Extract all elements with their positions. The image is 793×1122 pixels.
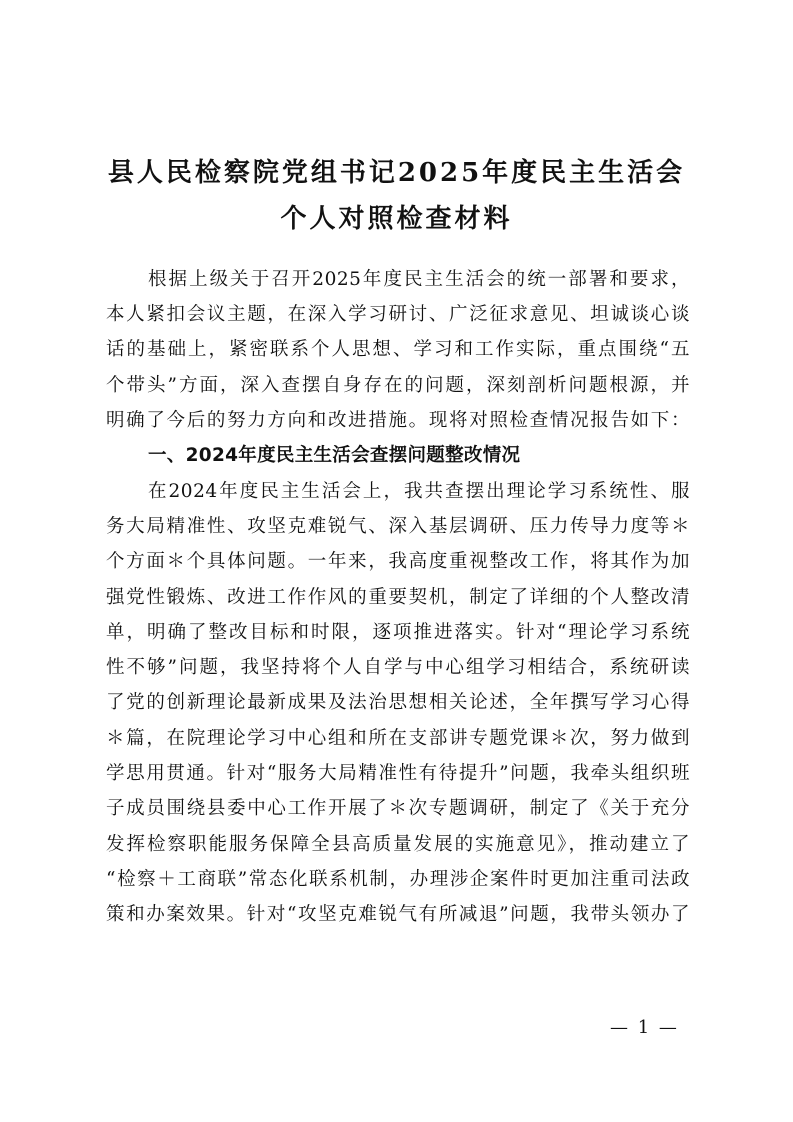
paragraph-line: 根据上级关于召开2025年度民主生活会的统一部署和要求， [148, 269, 690, 290]
paragraph-line: ＊篇，在院理论学习中心组和所在支部讲专题党课＊次，努力做到 [106, 728, 690, 749]
paragraph-line: 个带头”方面，深入查摆自身存在的问题，深刻剖析问题根源，并 [106, 375, 690, 396]
paragraph-line: 发挥检察职能服务保障全县高质量发展的实施意见》，推动建立了 [106, 834, 690, 855]
section-heading: 一、2024年度民主生活会查摆问题整改情况 [148, 445, 521, 466]
paragraph-line: 学思用贯通。针对“服务大局精准性有待提升”问题，我牵头组织班 [106, 763, 690, 784]
paragraph-line: 在2024年度民主生活会上，我共查摆出理论学习系统性、服 [148, 481, 690, 502]
paragraph-line: “检察＋工商联”常态化联系机制，办理涉企案件时更加注重司法政 [106, 869, 690, 890]
page-number: — 1 — [610, 1017, 679, 1038]
paragraph-line: 话的基础上，紧密联系个人思想、学习和工作实际，重点围绕“五 [106, 339, 690, 360]
paragraph-line: 单，明确了整改目标和时限，逐项推进落实。针对“理论学习系统 [106, 622, 690, 643]
paragraph-line: 明确了今后的努力方向和改进措施。现将对照检查情况报告如下： [106, 410, 690, 431]
paragraph-line: 务大局精准性、攻坚克难锐气、深入基层调研、压力传导力度等＊ [106, 516, 690, 537]
paragraph-line: 策和办案效果。针对“攻坚克难锐气有所减退”问题，我带头领办了 [106, 904, 690, 925]
document-title-line-1: 县人民检察院党组书记2025年度民主生活会 [107, 158, 686, 188]
paragraph-line: 强党性锻炼、改进工作作风的重要契机，制定了详细的个人整改清 [106, 587, 690, 608]
paragraph-line: 本人紧扣会议主题，在深入学习研讨、广泛征求意见、坦诚谈心谈 [106, 304, 690, 325]
paragraph-line: 性不够”问题，我坚持将个人自学与中心组学习相结合，系统研读 [106, 657, 690, 678]
document-title-line-2: 个人对照检查材料 [280, 204, 513, 234]
paragraph-line: 子成员围绕县委中心工作开展了＊次专题调研，制定了《关于充分 [106, 798, 690, 819]
paragraph-line: 了党的创新理论最新成果及法治思想相关论述，全年撰写学习心得 [106, 692, 690, 713]
paragraph-line: 个方面＊个具体问题。一年来，我高度重视整改工作，将其作为加 [106, 551, 690, 572]
